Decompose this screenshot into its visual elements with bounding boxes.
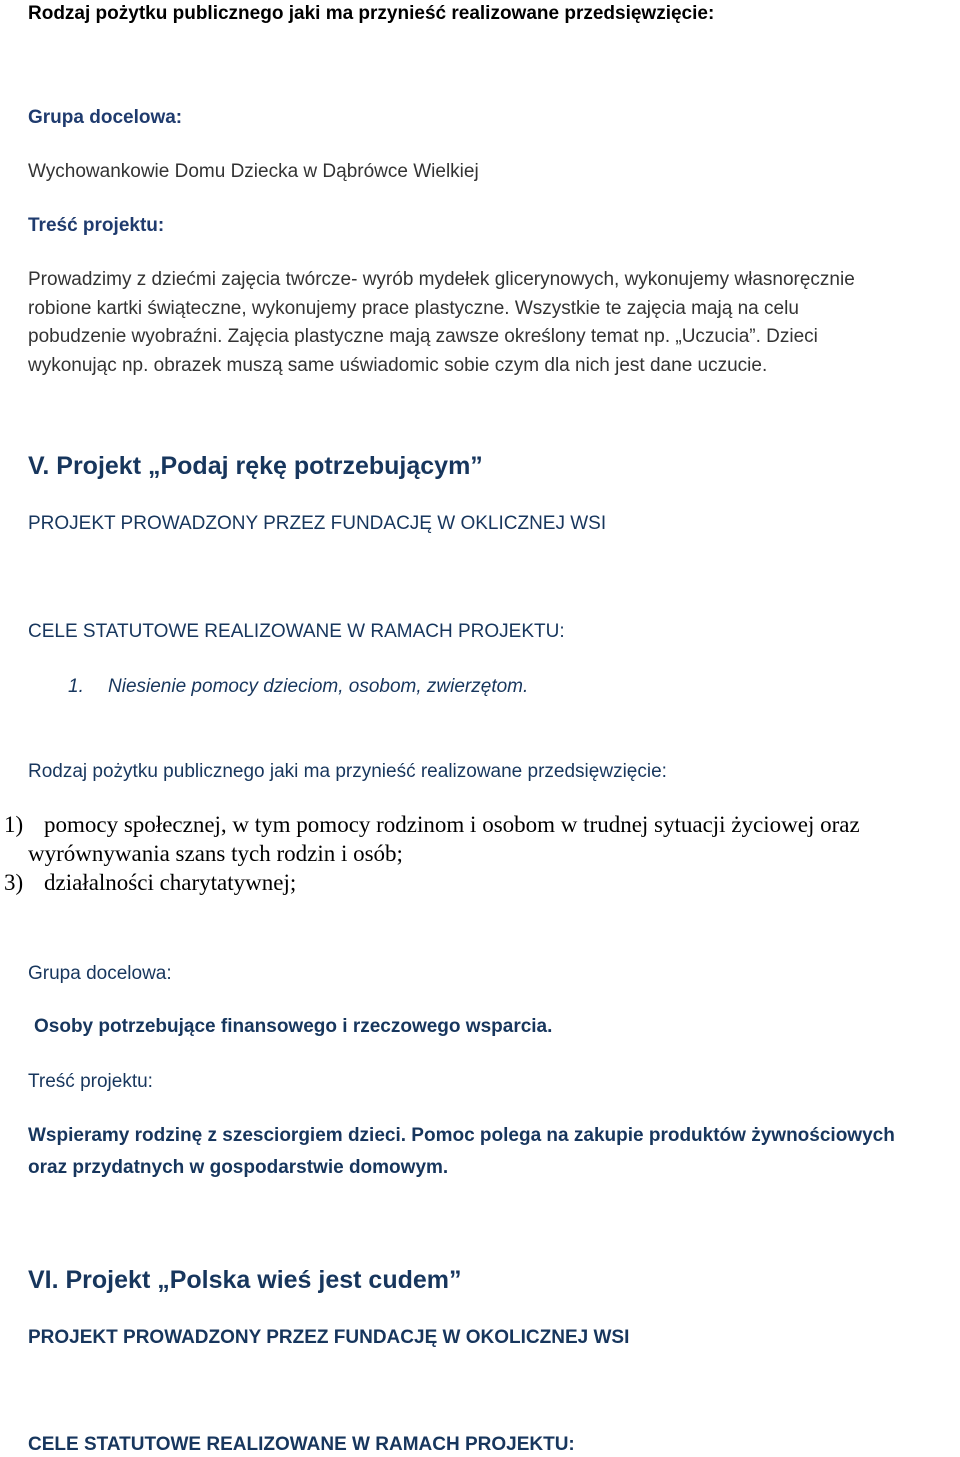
section-vi-title: VI. Projekt „Polska wieś jest cudem” <box>28 1266 462 1294</box>
section-v-tresc-line-1: Wspieramy rodzinę z szesciorgiem dzieci. Pomoc polega na zakupie produktów żywnościowych <box>28 1125 895 1146</box>
cel-text: Niesienie pomocy dzieciom, osobom, zwierzętom. <box>108 676 529 697</box>
section-v-grupa-label: Grupa docelowa: <box>28 963 172 984</box>
tresc-line-2: robione kartki świąteczne, wykonujemy prace plastyczne. Wszystkie te zajęcia mają na celu <box>28 298 799 319</box>
section-v-title: V. Projekt „Podaj rękę potrzebującym” <box>28 452 483 480</box>
cel-number: 1. <box>68 676 84 697</box>
section-v-tresc-label: Treść projektu: <box>28 1071 153 1092</box>
pozytek-text-1-cont: wyrównywania szans tych rodzin i osób; <box>28 841 403 866</box>
section-vi-prowadzony: PROJEKT PROWADZONY PRZEZ FUNDACJĘ W OKOLICZNEJ WSI <box>28 1327 630 1348</box>
tresc-line-4: wykonując np. obrazek muszą same uświadomic sobie czym dla nich jest dane uczucie. <box>28 355 768 376</box>
pozytek-item-3 <box>4 868 296 897</box>
pozytek-text-1: pomocy społecznej, w tym pomocy rodzinom i osobom w trudnej sytuacji życiowej oraz <box>44 812 860 837</box>
rodzaj-pozytku-label: Rodzaj pożytku publicznego jaki ma przynieść realizowane przedsięwzięcie: <box>28 3 715 24</box>
pozytek-text-3: działalności charytatywnej; <box>44 870 297 895</box>
section-v-grupa-value: Osoby potrzebujące finansowego i rzeczowego wsparcia. <box>34 1016 553 1037</box>
tresc-projektu-label: Treść projektu: <box>28 215 165 236</box>
cel-list-item <box>68 675 528 699</box>
section-vi-cele-label: CELE STATUTOWE REALIZOWANE W RAMACH PROJEKTU: <box>28 1434 575 1455</box>
section-v-rodzaj-label: Rodzaj pożytku publicznego jaki ma przynieść realizowane przedsięwzięcie: <box>28 761 667 782</box>
tresc-line-1: Prowadzimy z dziećmi zajęcia twórcze- wyrób mydełek glicerynowych, wykonujemy własnoręcznie <box>28 269 855 290</box>
pozytek-item-1 <box>4 810 860 839</box>
grupa-docelowa-label: Grupa docelowa: <box>28 107 183 128</box>
pozytek-number-3: 3) <box>4 870 24 895</box>
section-v-tresc-line-2: oraz przydatnych w gospodarstwie domowym. <box>28 1157 449 1178</box>
pozytek-number-1: 1) <box>4 812 24 837</box>
section-v-prowadzony: PROJEKT PROWADZONY PRZEZ FUNDACJĘ W OKLICZNEJ WSI <box>28 513 607 534</box>
section-v-cele-label: CELE STATUTOWE REALIZOWANE W RAMACH PROJEKTU: <box>28 621 565 642</box>
grupa-docelowa-value: Wychowankowie Domu Dziecka w Dąbrówce Wielkiej <box>28 161 479 182</box>
tresc-line-3: pobudzenie wyobraźni. Zajęcia plastyczne mają zawsze określony temat np. „Uczucia”. Dzieci <box>28 326 818 347</box>
